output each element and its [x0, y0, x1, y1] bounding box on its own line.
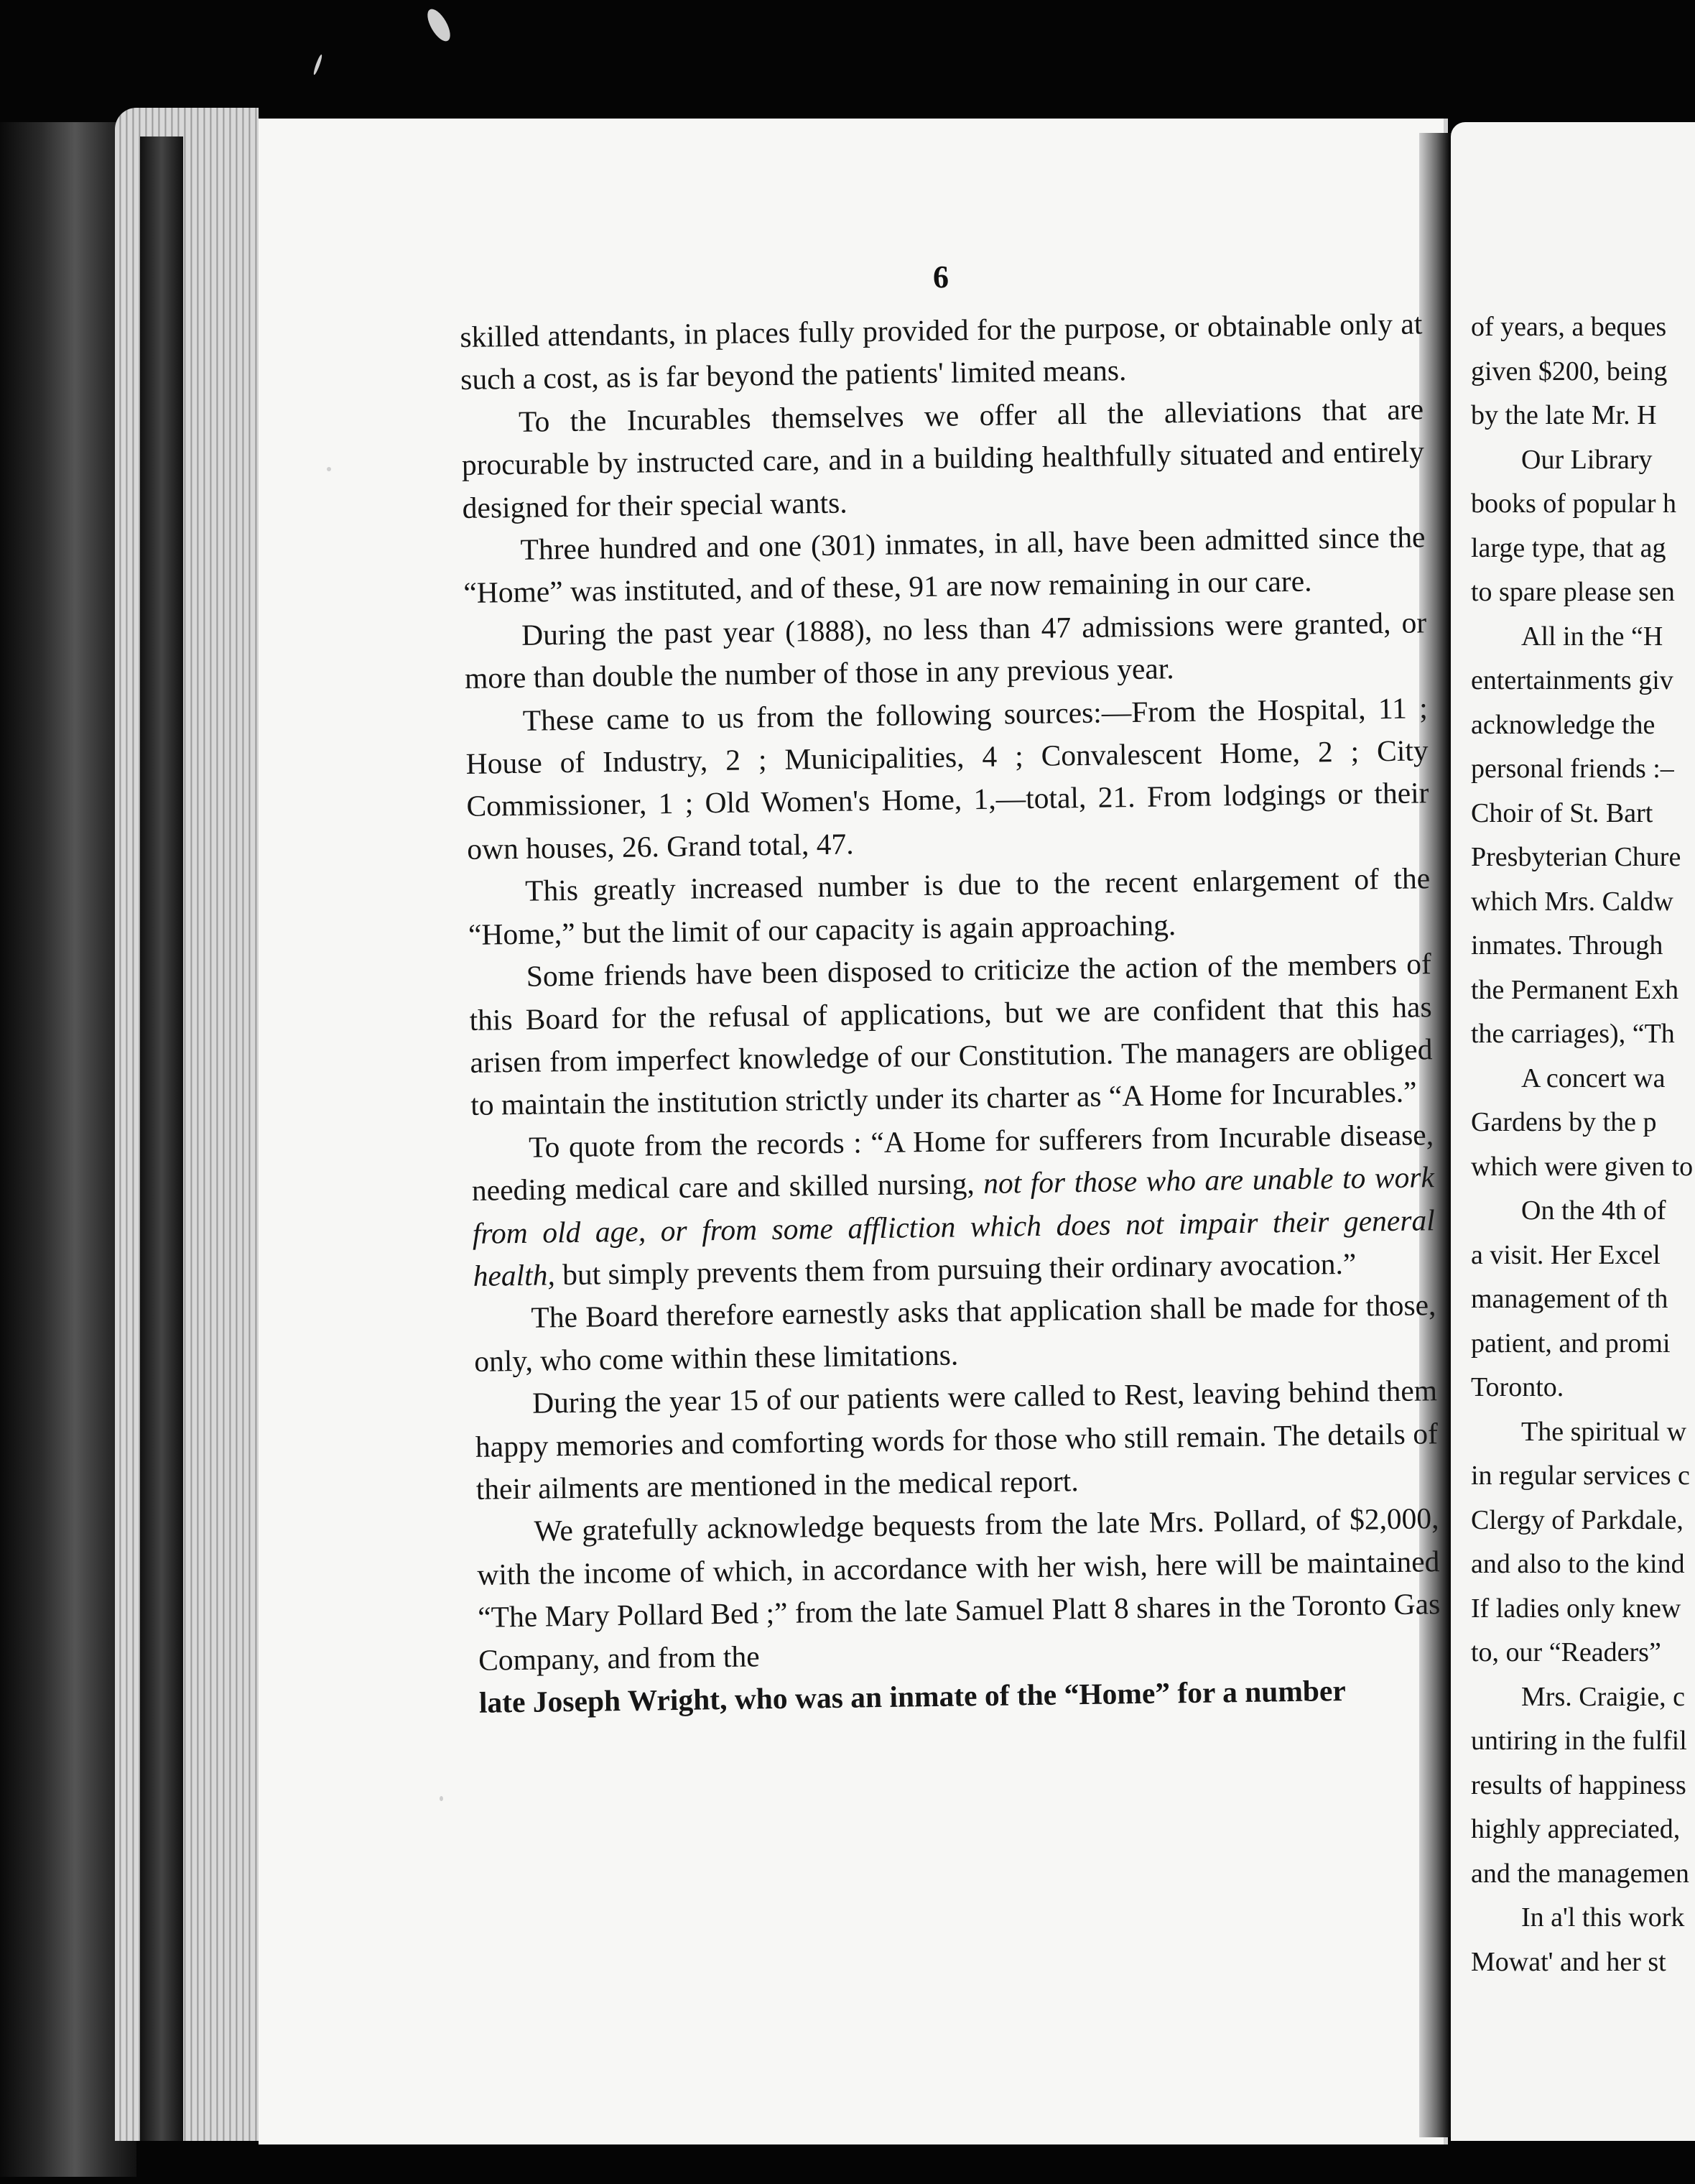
paragraph: During the past year (1888), no less than 47 admissions were granted, or more than double the number of those in any previous year. — [464, 606, 1427, 695]
right-page-line: inmates. Through — [1471, 930, 1663, 961]
right-page-line: Our Library — [1521, 444, 1653, 475]
speck — [423, 6, 455, 45]
right-page-line: A concert wa — [1521, 1063, 1666, 1093]
right-page-line: If ladies only knew — [1471, 1593, 1681, 1624]
right-page-line: The spiritual w — [1521, 1416, 1687, 1447]
right-page-line: books of popular h — [1471, 489, 1677, 519]
right-page-line: acknowledge the — [1471, 709, 1655, 740]
right-page-line: personal friends :– — [1471, 754, 1674, 784]
right-page-line: and the managemen — [1471, 1858, 1689, 1889]
right-page-line: by the late Mr. H — [1471, 400, 1657, 430]
right-page-line: in regular services c — [1471, 1461, 1690, 1491]
left-page-text — [460, 302, 1441, 1724]
right-page-line: to spare please sen — [1471, 577, 1675, 607]
quote-text-italic: not for those who are unable to work from old age, or from some affliction which does not impair their general health, — [472, 1160, 1436, 1292]
right-page-line: In a'l this work — [1521, 1902, 1685, 1933]
right-page-line: of years, a beques — [1471, 312, 1667, 342]
paragraph: skilled attendants, in places fully provided for the purpose, or obtainable only at such a cost, as is far beyond the patients' limited means. — [460, 307, 1423, 397]
quote-text-end: but simply prevents them from pursuing their ordinary avocation.” — [554, 1246, 1357, 1292]
paragraph: Some friends have been disposed to criticize the action of the members of this Board for the refusal of applications, but we are confident that this has arisen from imperfect knowledge of our Constitution. The managers are obliged to maintain the institution strictly under its charter as “A Home for Incurables.” — [469, 947, 1433, 1122]
right-page-line: given $200, being — [1471, 356, 1668, 387]
right-page-line: Mowat' and her st — [1471, 1946, 1666, 1977]
right-page-line: the carriages), “Th — [1471, 1019, 1675, 1049]
paragraph: This greatly increased number is due to the recent enlargement of the “Home,” but the limit of our capacity is again approaching. — [468, 861, 1431, 951]
page-number: 6 — [933, 259, 949, 295]
right-page-line: which were given to — [1471, 1151, 1694, 1182]
right-page-line: highly appreciated, — [1471, 1814, 1681, 1844]
paragraph: The Board therefore earnestly asks that application shall be made for those, only, who come within these limitations. — [473, 1288, 1436, 1378]
right-page-line: large type, that ag — [1471, 532, 1666, 563]
right-page-line: On the 4th of — [1521, 1195, 1666, 1226]
paragraph: We gratefully acknowledge bequests from the late Mrs. Pollard, of $2,000, with the income of which, in accordance with her wish, here will be maintained “The Mary Pollard Bed ;” from the late Samuel Platt 8 shares in the Toronto Gas Company, and from the — [477, 1502, 1441, 1677]
paragraph: These came to us from the following sources:—From the Hospital, 11 ; House of Industry, 2 ; Municipalities, 4 ; Convalescent Home, 2 ; City Commissioner, 1 ; Old Women's Home, 1,—total, 21. From lodgings or their own houses, 26. Grand total, 47. — [465, 690, 1429, 866]
quote-text-start: To quote from the records : “A Home for sufferers from Incurable disease, needing medical care and skilled nursing, — [471, 1117, 1434, 1208]
right-page-line: Mrs. Craigie, c — [1521, 1681, 1685, 1712]
right-page-text — [1471, 305, 1695, 1984]
right-page-line: entertainments giv — [1471, 665, 1673, 695]
paragraph: During the year 15 of our patients were called to Rest, leaving behind them happy memories and comforting words for those who still remain. The details of their ailments are mentioned in the medical report. — [475, 1374, 1439, 1506]
speck — [312, 54, 323, 75]
speck — [327, 467, 331, 471]
right-page-line: and also to the kind — [1471, 1549, 1685, 1579]
page-stack-shadow — [140, 136, 183, 2141]
right-page-line: Clergy of Parkdale, — [1471, 1504, 1684, 1535]
paragraph-last-line: late Joseph Wright, who was an inmate of the “Home” for a number — [478, 1673, 1347, 1719]
paragraph: Three hundred and one (301) inmates, in all, have been admitted since the “Home” was instituted, and of these, 91 are now remaining in our care. — [463, 520, 1426, 610]
right-page-line: untiring in the fulfil — [1471, 1726, 1687, 1756]
right-page-line: which Mrs. Caldw — [1471, 886, 1673, 917]
paragraph: To the Incurables themselves we offer all the alleviations that are procurable by instructed care, and in a building healthfully situated and entirely designed for their special wants. — [461, 392, 1425, 524]
right-page-line: Toronto. — [1471, 1372, 1564, 1402]
page-stack-edge — [115, 108, 259, 2141]
speck — [440, 1796, 443, 1801]
right-page-line: patient, and promi — [1471, 1328, 1671, 1359]
right-page-line: Presbyterian Chure — [1471, 842, 1681, 872]
right-page-line: to, our “Readers” — [1471, 1637, 1661, 1667]
right-page-line: management of th — [1471, 1284, 1668, 1314]
right-page-line: a visit. Her Excel — [1471, 1239, 1661, 1270]
right-page-line: the Permanent Exh — [1471, 974, 1679, 1005]
paragraph-quote — [471, 1114, 1436, 1297]
right-page-line: results of happiness — [1471, 1769, 1686, 1800]
right-page-line: All in the “H — [1521, 621, 1663, 652]
right-page-line: Choir of St. Bart — [1471, 797, 1653, 828]
right-page-line: Gardens by the p — [1471, 1107, 1657, 1137]
